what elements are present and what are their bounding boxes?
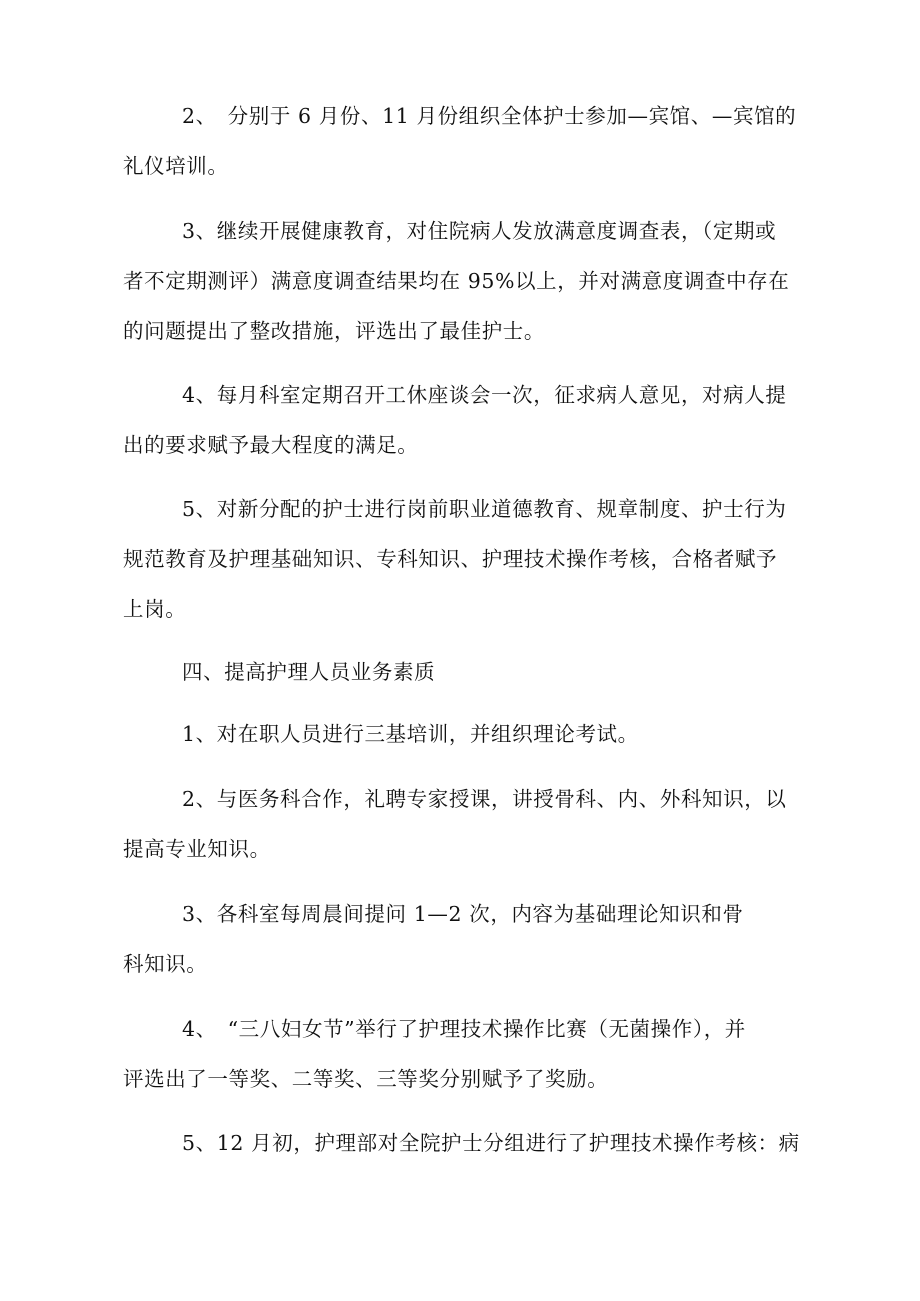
paragraph-line: 4、 “三八妇女节”举行了护理技术操作比赛（无菌操作），并 — [182, 1017, 746, 1041]
paragraph-line: 5、12 月初，护理部对全院护士分组进行了护理技术操作考核：病 — [182, 1131, 800, 1155]
paragraph-line: 2、与医务科合作，礼聘专家授课，讲授骨科、内、外科知识，以 — [182, 787, 787, 811]
paragraph-line: 评选出了一等奖、二等奖、三等奖分别赋予了奖励。 — [123, 1067, 609, 1091]
paragraph-line: 规范教育及护理基础知识、专科知识、护理技术操作考核，合格者赋予 — [123, 547, 778, 571]
paragraph-line: 3、各科室每周晨间提问 1—2 次，内容为基础理论知识和骨 — [182, 902, 744, 926]
paragraph-line: 上岗。 — [123, 597, 187, 621]
paragraph-line: 2、 分别于 6 月份、11 月份组织全体护士参加—宾馆、—宾馆的 — [182, 104, 797, 128]
section-heading: 四、提高护理人员业务素质 — [182, 660, 436, 684]
paragraph-line: 科知识。 — [123, 952, 208, 976]
paragraph-line: 提高专业知识。 — [123, 837, 271, 861]
paragraph-line: 3、继续开展健康教育，对住院病人发放满意度调查表，（定期或 — [182, 219, 777, 243]
paragraph-line: 的问题提出了整改措施，评选出了最佳护士。 — [123, 319, 545, 343]
paragraph-line: 礼仪培训。 — [123, 154, 229, 178]
paragraph-line: 1、对在职人员进行三基培训，并组织理论考试。 — [182, 722, 639, 746]
paragraph-line: 者不定期测评）满意度调查结果均在 95%以上，并对满意度调查中存在 — [123, 269, 790, 293]
paragraph-line: 出的要求赋予最大程度的满足。 — [123, 433, 419, 457]
paragraph-line: 4、每月科室定期召开工休座谈会一次，征求病人意见，对病人提 — [182, 383, 787, 407]
paragraph-line: 5、对新分配的护士进行岗前职业道德教育、规章制度、护士行为 — [182, 497, 787, 521]
